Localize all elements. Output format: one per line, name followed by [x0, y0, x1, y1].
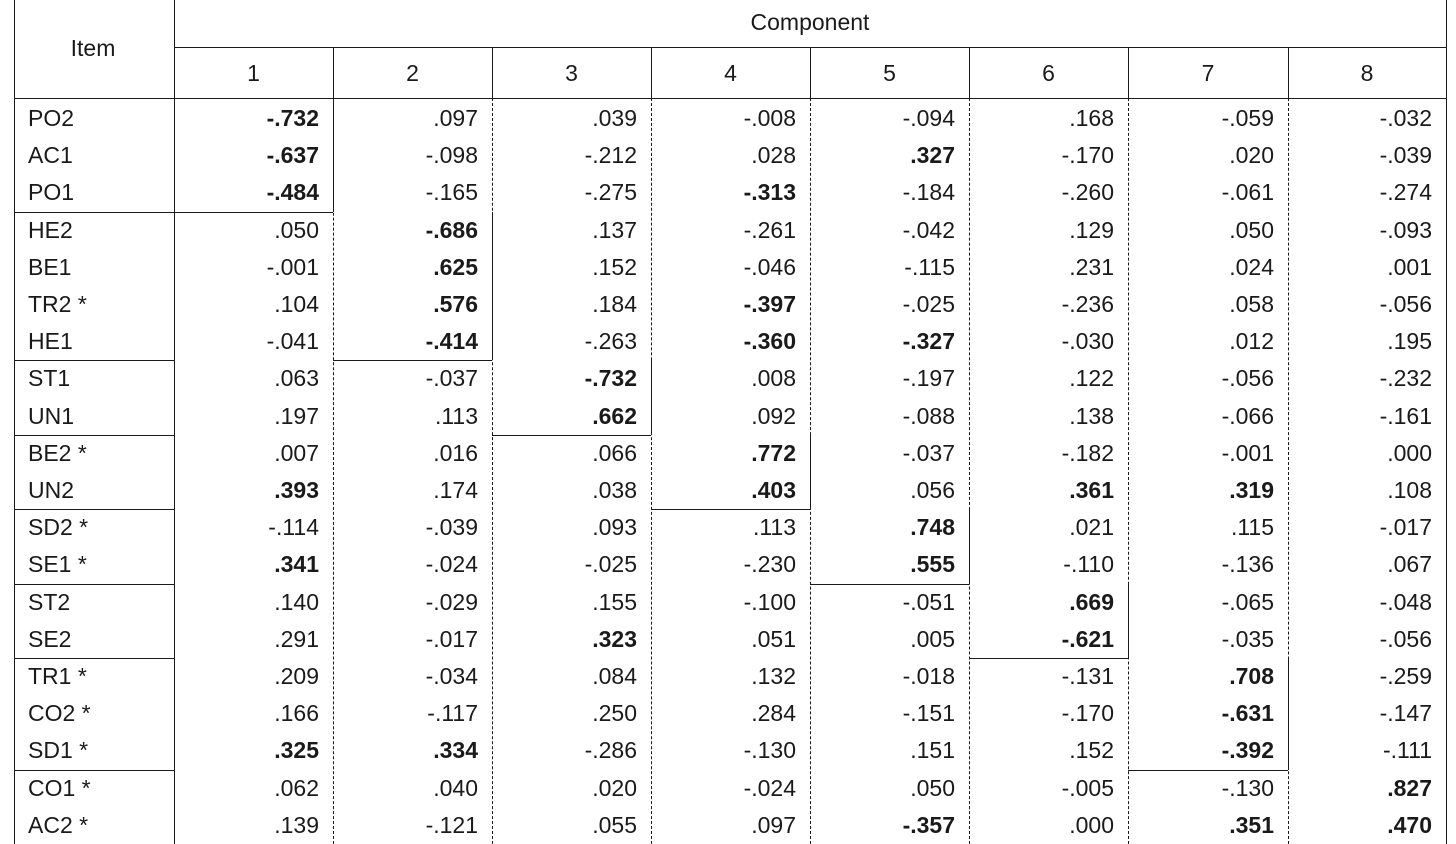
loading-value: -.637	[266, 142, 319, 169]
loading-value: .576	[433, 291, 478, 317]
loading-value: .050	[910, 774, 955, 801]
item-label: PO1	[28, 179, 75, 206]
loading-value: -.111	[1382, 737, 1432, 764]
item-label: AC1	[28, 142, 73, 169]
loading-value: -.232	[1379, 365, 1432, 392]
loading-value: -.732	[584, 365, 637, 392]
loading-value: .152	[592, 253, 637, 280]
loading-value: .028	[751, 142, 796, 169]
loading-value: -.313	[743, 179, 796, 206]
loading-value: -.115	[904, 253, 955, 280]
loading-value: -.056	[1379, 625, 1432, 652]
loading-value: -.360	[743, 328, 796, 355]
column-header-divider	[810, 47, 811, 98]
group-border	[492, 212, 493, 361]
loading-value: .115	[1230, 514, 1274, 541]
loading-value: -.018	[902, 663, 955, 689]
loading-value: .050	[274, 216, 319, 243]
loading-value: .056	[910, 477, 955, 503]
loading-value: .122	[1069, 365, 1114, 392]
group-separator	[14, 435, 174, 436]
loading-value: .058	[1229, 291, 1274, 317]
loading-value: -.059	[1221, 105, 1274, 131]
column-header-6: 6	[1042, 60, 1055, 86]
loading-value: -.121	[425, 811, 478, 838]
item-label: SE1 *	[28, 551, 87, 578]
loading-value: -.165	[425, 179, 478, 206]
loading-value: .140	[274, 588, 319, 615]
loading-value: -.046	[743, 253, 796, 280]
loading-value: .669	[1069, 588, 1114, 615]
group-border	[1128, 584, 1129, 658]
loading-value: .092	[751, 402, 796, 429]
loading-value: -.182	[1061, 439, 1114, 466]
loading-value: .231	[1069, 253, 1114, 280]
loading-value: -.484	[266, 179, 319, 206]
loading-value: .748	[910, 514, 955, 541]
loading-value: -.147	[1379, 700, 1432, 727]
loading-value: .055	[592, 811, 637, 838]
loading-value: -.170	[1061, 142, 1114, 169]
group-border	[333, 100, 334, 212]
loading-value: .555	[910, 551, 955, 578]
loading-value: -.093	[1379, 216, 1432, 243]
group-separator	[14, 212, 333, 213]
loading-value: .000	[1387, 439, 1432, 466]
loading-value: .129	[1069, 216, 1114, 243]
loading-value: .334	[433, 737, 478, 764]
loading-value: .097	[433, 105, 478, 131]
item-label: ST2	[28, 588, 71, 615]
loading-value: .012	[1229, 328, 1274, 355]
loading-value: .138	[1069, 402, 1114, 429]
left-border	[14, 0, 15, 844]
loading-value: -.094	[902, 105, 955, 131]
loading-value: -.065	[1221, 588, 1274, 615]
loading-value: .001	[1387, 253, 1432, 280]
loading-value: -.039	[1379, 142, 1432, 169]
group-separator	[14, 360, 174, 361]
loading-value: .403	[751, 477, 796, 503]
loading-value: -.005	[1061, 774, 1114, 801]
loading-value: -.274	[1379, 179, 1432, 206]
loading-value: .250	[592, 700, 637, 727]
loading-value: -.631	[1221, 700, 1274, 727]
loading-value: -.110	[1063, 551, 1114, 578]
column-divider	[651, 98, 652, 844]
loading-value: -.732	[266, 105, 319, 131]
loading-value: -.170	[1061, 700, 1114, 727]
group-separator	[969, 658, 1128, 659]
loading-value: -.130	[1221, 774, 1274, 801]
loading-value: .625	[433, 253, 478, 280]
loading-value: -.397	[743, 291, 796, 317]
loading-value: .139	[274, 811, 319, 838]
loading-value: .323	[592, 625, 637, 652]
group-separator	[14, 770, 174, 771]
loading-value: .325	[274, 737, 319, 764]
loading-value: -.263	[584, 328, 637, 355]
column-header-divider	[333, 47, 334, 98]
loading-value: .291	[274, 625, 319, 652]
loading-value: -.042	[902, 216, 955, 243]
loading-value: .008	[751, 365, 796, 392]
header-bottom-rule	[14, 98, 1446, 99]
loading-value: -.260	[1061, 179, 1114, 206]
loading-value: .155	[592, 588, 637, 615]
loading-value: .020	[1229, 142, 1274, 169]
item-label: SE2	[28, 625, 72, 652]
loading-value: .827	[1387, 774, 1432, 801]
right-border-body	[1446, 98, 1447, 844]
column-header-1: 1	[247, 60, 260, 86]
group-separator	[810, 584, 969, 585]
loading-value: -.100	[743, 588, 796, 615]
loading-value: .066	[592, 439, 637, 466]
group-separator	[651, 509, 810, 510]
item-label: TR1 *	[28, 663, 87, 689]
loading-value: .151	[910, 737, 955, 764]
loading-value: .005	[910, 625, 955, 652]
item-label: HE2	[28, 216, 73, 243]
column-header-divider	[1128, 47, 1129, 98]
right-border	[1446, 0, 1447, 98]
loading-value: -.117	[427, 700, 478, 727]
loading-value: -.024	[425, 551, 478, 578]
loading-value: .361	[1069, 477, 1114, 503]
column-header-2: 2	[406, 60, 419, 86]
group-separator	[492, 435, 651, 436]
loading-value: -.037	[902, 439, 955, 466]
loading-value: .152	[1069, 737, 1114, 764]
loading-value: -.030	[1061, 328, 1114, 355]
loading-value: -.034	[425, 663, 478, 689]
column-header-4: 4	[724, 60, 737, 86]
loading-value: -.261	[743, 216, 796, 243]
loading-value: .093	[592, 514, 637, 541]
loading-value: .016	[433, 439, 478, 466]
loading-value: .351	[1229, 811, 1274, 838]
item-label: UN2	[28, 477, 75, 503]
loading-value: -.025	[902, 291, 955, 317]
loading-value: .327	[910, 142, 955, 169]
loading-value: .772	[751, 439, 796, 466]
loading-value: .038	[592, 477, 637, 503]
loading-value: -.131	[1061, 663, 1114, 689]
loading-value: -.061	[1221, 179, 1274, 206]
item-label: CO2 *	[28, 700, 91, 727]
item-label: ST1	[28, 365, 71, 392]
item-label: PO2	[28, 105, 75, 131]
loading-value: -.035	[1221, 625, 1274, 652]
column-header-divider	[492, 47, 493, 98]
loading-value: .104	[274, 291, 319, 317]
loading-value: .097	[751, 811, 796, 838]
loading-value: -.008	[743, 105, 796, 131]
loading-value: -.197	[902, 365, 955, 392]
loading-value: -.259	[1379, 663, 1432, 689]
loading-value: .067	[1387, 551, 1432, 578]
loading-value: -.392	[1221, 737, 1274, 764]
column-header-divider	[969, 47, 970, 98]
group-separator	[14, 509, 174, 510]
loading-value: .168	[1069, 105, 1114, 131]
loading-value: .662	[592, 402, 637, 429]
loading-value: -.130	[743, 737, 796, 764]
loading-value: .708	[1229, 663, 1274, 689]
loading-value: -.056	[1221, 365, 1274, 392]
item-label: CO1 *	[28, 774, 91, 801]
loading-value: -.275	[584, 179, 637, 206]
column-divider	[1128, 98, 1129, 844]
loading-value: -.686	[425, 216, 478, 243]
loading-value: .209	[274, 663, 319, 689]
loading-value: -.037	[425, 365, 478, 392]
loading-value: .132	[751, 663, 796, 689]
loading-value: -.048	[1379, 588, 1432, 615]
loading-value: .197	[274, 402, 319, 429]
item-label: BE2 *	[28, 439, 87, 466]
group-border	[651, 360, 652, 434]
loading-value: -.024	[743, 774, 796, 801]
loading-value: .024	[1229, 253, 1274, 280]
loading-value: .062	[274, 774, 319, 801]
loading-value: -.025	[584, 551, 637, 578]
loading-value: -.161	[1379, 402, 1432, 429]
loading-value: -.066	[1221, 402, 1274, 429]
component-header: Component	[750, 9, 870, 35]
loading-value: -.414	[425, 328, 478, 355]
loading-value: -.017	[425, 625, 478, 652]
loading-value: .084	[592, 663, 637, 689]
group-border	[810, 435, 811, 509]
column-divider	[969, 98, 970, 844]
loading-value: -.357	[902, 811, 955, 838]
loading-value: .174	[433, 477, 478, 503]
loading-value: -.136	[1221, 551, 1274, 578]
loading-value: .020	[592, 774, 637, 801]
loading-value: .021	[1069, 514, 1114, 541]
column-divider	[492, 98, 493, 844]
item-label: SD1 *	[28, 737, 89, 764]
loading-value: -.017	[1379, 514, 1432, 541]
loading-value: .113	[434, 402, 478, 429]
loading-value: .039	[592, 105, 637, 131]
loading-value: .108	[1387, 477, 1432, 503]
loading-value: .137	[592, 216, 637, 243]
loading-value: .284	[751, 700, 796, 727]
item-label: SD2 *	[28, 514, 89, 541]
loading-value: .040	[433, 774, 478, 801]
loading-value: .319	[1229, 477, 1274, 503]
item-label: UN1	[28, 402, 75, 429]
loading-value: .470	[1387, 811, 1432, 838]
column-header-7: 7	[1201, 60, 1215, 86]
loading-value: -.184	[902, 179, 955, 206]
group-separator	[14, 584, 174, 585]
group-separator	[1128, 770, 1288, 771]
loading-value: .166	[274, 700, 319, 727]
loading-value: -.051	[902, 588, 955, 615]
loading-value: -.029	[425, 588, 478, 615]
loading-value: .063	[274, 365, 319, 392]
group-border	[1288, 658, 1289, 770]
loading-value: -.088	[902, 402, 955, 429]
column-header-divider	[651, 47, 652, 98]
loading-value: .000	[1069, 811, 1114, 838]
loading-value: .184	[592, 291, 637, 317]
column-header-8: 8	[1360, 60, 1374, 86]
loading-value: .113	[752, 514, 796, 541]
loading-value: -.230	[743, 551, 796, 578]
loading-value: .393	[274, 477, 319, 503]
item-header: Item	[70, 35, 116, 61]
loading-value: -.286	[584, 737, 637, 764]
column-header-3: 3	[565, 60, 578, 86]
loading-value: -.001	[266, 253, 319, 280]
group-separator	[14, 658, 174, 659]
loading-value: .051	[751, 625, 796, 652]
column-header-5: 5	[883, 60, 896, 86]
loading-value: -.212	[584, 142, 637, 169]
loading-value: .007	[274, 439, 319, 466]
loading-value: -.001	[1221, 439, 1274, 466]
loading-value: .050	[1229, 216, 1274, 243]
item-label: HE1	[28, 328, 73, 355]
group-separator	[333, 360, 492, 361]
item-label: TR2 *	[28, 291, 87, 317]
loading-value: .341	[274, 551, 319, 578]
item-label: AC2 *	[28, 811, 89, 838]
loading-value: -.039	[425, 514, 478, 541]
loading-value: -.327	[902, 328, 955, 355]
loading-value: -.236	[1061, 291, 1114, 317]
loading-value: -.041	[266, 328, 319, 355]
loading-value: -.114	[268, 514, 319, 541]
loading-value: -.621	[1061, 625, 1114, 652]
loading-value: -.151	[902, 700, 955, 727]
item-label: BE1	[28, 253, 72, 280]
loading-value: -.056	[1379, 291, 1432, 317]
column-header-divider	[1288, 47, 1289, 98]
group-border	[969, 509, 970, 583]
loading-value: .195	[1387, 328, 1432, 355]
loading-value: -.032	[1379, 105, 1432, 131]
loading-value: -.098	[425, 142, 478, 169]
